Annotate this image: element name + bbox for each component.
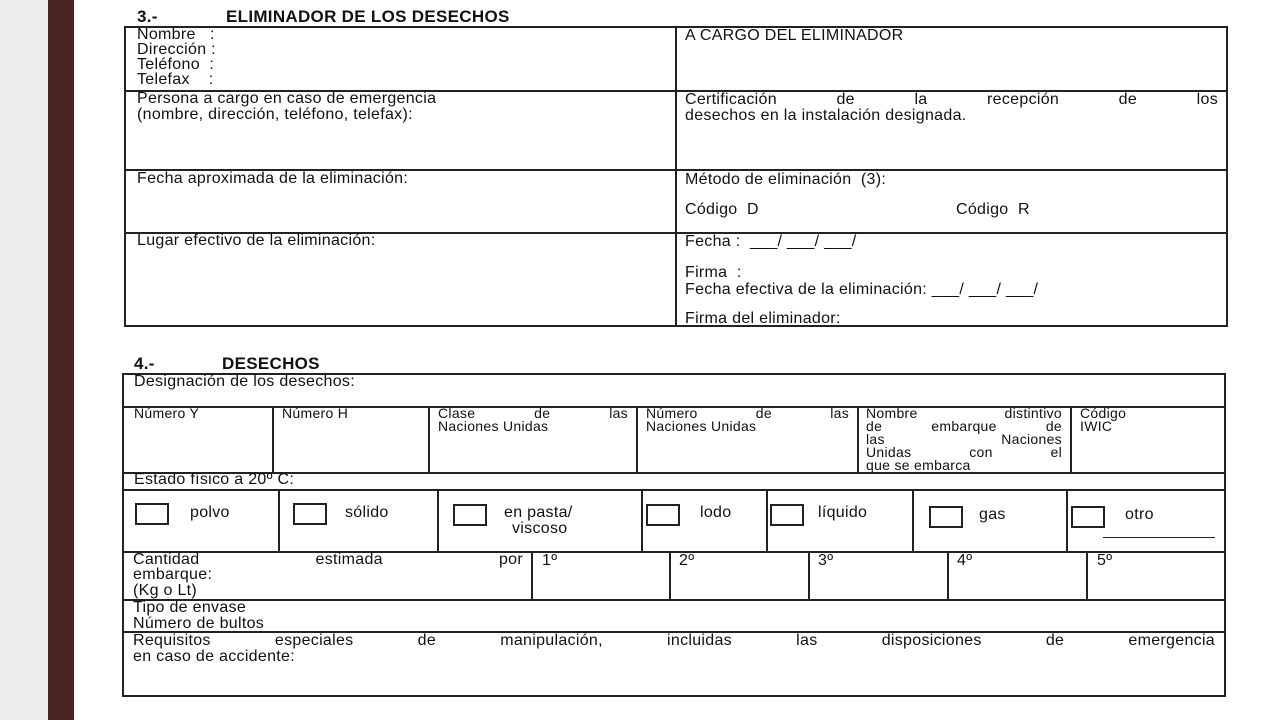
column-divider (857, 407, 859, 472)
fecha-aproximada-label: Fecha aproximada de la eliminación: (137, 170, 409, 187)
tipo-envase-label: Tipo de envase (133, 599, 247, 616)
nombre-distintivo-header-2: de embarque de (866, 418, 1062, 434)
state-divider (641, 490, 643, 551)
shipment-divider (1086, 552, 1088, 599)
state-divider (766, 490, 768, 551)
polvo-label: polvo (190, 504, 230, 521)
a-cargo-label: A CARGO DEL ELIMINADOR (685, 27, 904, 44)
nombre-distintivo-header-5: que se embarca (866, 457, 971, 473)
section-4-number: 4.- (134, 354, 155, 373)
liquido-checkbox[interactable] (770, 504, 804, 526)
shipment-1-label: 1º (542, 552, 558, 569)
lodo-checkbox[interactable] (646, 504, 680, 526)
shipment-5-label: 5º (1097, 552, 1113, 569)
solido-checkbox[interactable] (293, 503, 327, 525)
nombre-distintivo-header-4: Unidas con el (866, 444, 1062, 460)
persona-emergencia-detail: (nombre, dirección, teléfono, telefax): (137, 106, 413, 123)
designacion-label: Designación de los desechos: (134, 373, 355, 390)
numero-y-header: Número Y (134, 405, 200, 421)
en-caso-accidente-label: en caso de accidente: (133, 648, 295, 665)
fecha-efectiva-field: Fecha efectiva de la eliminación: ___/ ___/ ___/ (685, 281, 1039, 298)
cantidad-estimada-label: Cantidad estimada por (133, 551, 523, 568)
polvo-checkbox[interactable] (135, 503, 169, 525)
row-divider (123, 489, 1225, 491)
viscoso-label: viscoso (512, 520, 568, 537)
liquido-label: líquido (818, 504, 868, 521)
solido-label: sólido (345, 504, 389, 521)
telefono-label: Teléfono : (137, 56, 215, 73)
codigo-iwic-header-2: IWIC (1080, 418, 1113, 434)
clase-naciones-unidas-header-2: Naciones Unidas (438, 418, 549, 434)
metodo-eliminacion-label: Método de eliminación (3): (685, 171, 887, 188)
firma-eliminador-label: Firma del eliminador: (685, 310, 841, 327)
firma-field: Firma : (685, 264, 742, 281)
nombre-distintivo-header: Nombre distintivo (866, 405, 1062, 421)
numero-bultos-label: Número de bultos (133, 615, 265, 632)
state-divider (912, 490, 914, 551)
requisitos-especiales-label: Requisitos especiales de manipulación, incluidas las disposiciones de emergencia (133, 632, 1215, 649)
gas-label: gas (979, 506, 1006, 523)
shipment-divider (947, 552, 949, 599)
lodo-label: lodo (700, 504, 732, 521)
left-margin-strip (0, 0, 48, 720)
shipment-4-label: 4º (957, 552, 973, 569)
numero-naciones-unidas-header-2: Naciones Unidas (646, 418, 757, 434)
section-4-title: DESECHOS (222, 354, 320, 373)
en-pasta-checkbox[interactable] (453, 504, 487, 526)
otro-blank-line (1103, 537, 1215, 538)
en-pasta-label: en pasta/ (504, 504, 573, 521)
nombre-distintivo-header-3: las Naciones (866, 431, 1062, 447)
row-divider (123, 599, 1225, 601)
codigo-r-label: Código R (956, 201, 1030, 218)
section-3-divider (675, 27, 677, 326)
state-divider (1066, 490, 1068, 551)
shipment-divider (669, 552, 671, 599)
gas-checkbox[interactable] (929, 506, 963, 528)
column-divider (272, 407, 274, 472)
embarque-label: embarque: (133, 566, 213, 583)
clase-naciones-unidas-header: Clase de las (438, 405, 628, 421)
shipment-2-label: 2º (679, 552, 695, 569)
section-3-number: 3.- (137, 7, 158, 26)
column-divider (636, 407, 638, 472)
state-divider (437, 490, 439, 551)
estado-fisico-label: Estado físico a 20º C: (134, 471, 295, 488)
nombre-label: Nombre : (137, 26, 215, 43)
lugar-efectivo-label: Lugar efectivo de la eliminación: (137, 232, 376, 249)
otro-label: otro (1125, 506, 1154, 523)
certificacion-label: Certificación de la recepción de los (685, 91, 1218, 108)
certificacion-detail: desechos en la instalación designada. (685, 107, 967, 124)
shipment-divider (808, 552, 810, 599)
state-divider (278, 490, 280, 551)
codigo-d-label: Código D (685, 201, 759, 218)
column-divider (428, 407, 430, 472)
shipment-divider (531, 552, 533, 599)
telefax-label: Telefax : (137, 71, 214, 88)
otro-checkbox[interactable] (1071, 506, 1105, 528)
column-divider (1070, 407, 1072, 472)
section-3-title: ELIMINADOR DE LOS DESECHOS (226, 7, 510, 26)
numero-h-header: Número H (282, 405, 349, 421)
fecha-field: Fecha : ___/ ___/ ___/ (685, 233, 857, 250)
numero-naciones-unidas-header: Número de las (646, 405, 849, 421)
shipment-3-label: 3º (818, 552, 834, 569)
persona-emergencia-label: Persona a cargo en caso de emergencia (137, 90, 437, 107)
codigo-iwic-header: Código (1080, 405, 1127, 421)
kg-lt-label: (Kg o Lt) (133, 582, 198, 599)
left-accent-bar (48, 0, 74, 720)
direccion-label: Dirección : (137, 41, 216, 58)
